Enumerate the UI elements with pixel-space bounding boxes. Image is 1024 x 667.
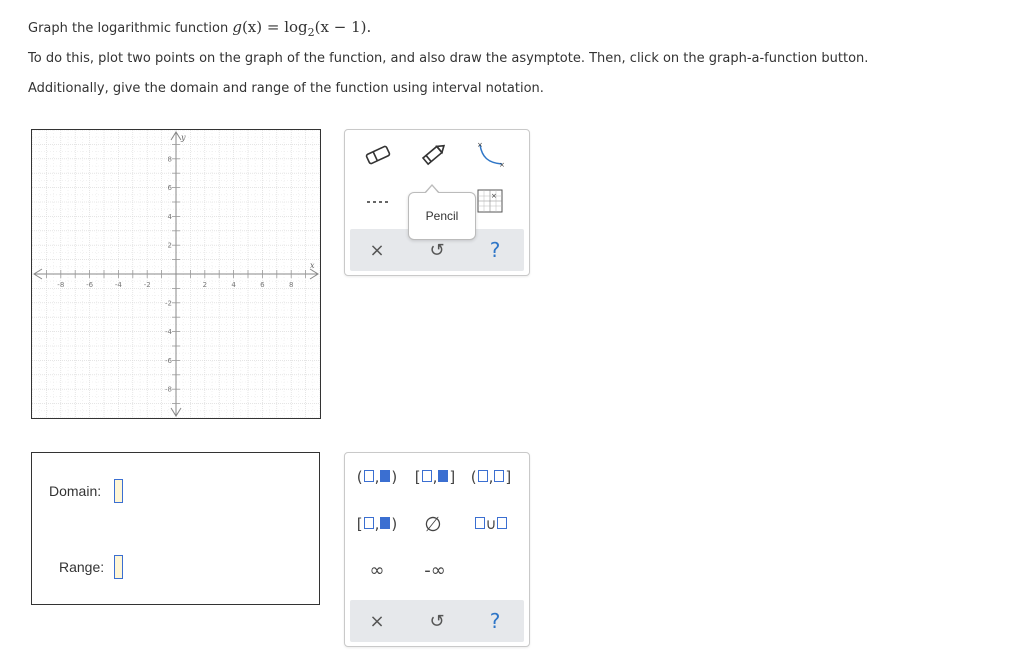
y-axis-label: y: [181, 133, 186, 142]
x-tick-label: 4: [231, 281, 236, 289]
question-line-2: To do this, plot two points on the graph of the function, and also draw the asymptote. Then, click on the graph-a-function button.: [28, 51, 869, 66]
x-axis-label: x: [310, 261, 315, 270]
closed-closed-interval-button[interactable]: [ , ]: [414, 468, 456, 486]
placeholder-box: [438, 470, 448, 482]
function-arg: (x): [241, 18, 263, 36]
placeholder-box: [494, 470, 504, 482]
union-button[interactable]: ∪: [467, 511, 515, 537]
open-closed-interval-button[interactable]: ( , ]: [470, 468, 512, 486]
coordinate-plane[interactable]: [32, 130, 320, 418]
y-tick-label: -4: [165, 328, 172, 337]
x-tick-label: 8: [288, 281, 294, 289]
function-equals: = log: [262, 18, 308, 36]
y-tick-label: -8: [165, 385, 172, 394]
placeholder-box: [497, 517, 507, 529]
y-tick-label: 8: [167, 155, 172, 164]
axes: [34, 132, 318, 416]
clear-graph-button[interactable]: ×: [369, 239, 385, 261]
domain-input[interactable]: [114, 479, 123, 503]
negative-infinity-button[interactable]: -∞: [424, 559, 446, 581]
placeholder-box: [364, 470, 374, 482]
placeholder-box: [380, 517, 390, 529]
function-expression: [232, 18, 372, 39]
undo-graph-button[interactable]: ↺: [429, 239, 445, 261]
domain-label: Domain:: [49, 483, 102, 499]
dashed-asymptote-icon: [365, 199, 391, 205]
range-input[interactable]: [114, 555, 123, 579]
svg-text:×: ×: [499, 161, 505, 169]
graph-canvas[interactable]: [31, 129, 321, 419]
y-tick-label: 2: [167, 241, 172, 250]
graph-a-function-button[interactable]: [473, 186, 507, 216]
eraser-button[interactable]: [361, 140, 395, 170]
svg-text:×: ×: [477, 141, 483, 149]
log-curve-icon: [474, 139, 506, 169]
placeholder-box: [475, 517, 485, 529]
pencil-icon: [419, 140, 449, 168]
question-prefix: Graph the logarithmic function: [28, 21, 233, 36]
x-tick-label: 2: [202, 281, 208, 289]
placeholder-box: [422, 470, 432, 482]
graph-help-button[interactable]: ?: [489, 238, 501, 262]
closed-open-interval-button[interactable]: [ , ): [356, 515, 398, 533]
pencil-button[interactable]: [417, 138, 451, 170]
svg-text:×: ×: [491, 192, 497, 200]
x-tick-label: -4: [114, 281, 122, 289]
log-base: 2: [307, 26, 315, 39]
question-line-3: Additionally, give the domain and range of the function using interval notation.: [28, 81, 544, 96]
empty-set-button[interactable]: ∅: [424, 512, 442, 536]
x-tick-label: -2: [143, 281, 151, 289]
range-label: Range:: [59, 559, 105, 575]
log-curve-button[interactable]: [473, 138, 507, 170]
placeholder-box: [364, 517, 374, 529]
placeholder-box: [478, 470, 488, 482]
infinity-button[interactable]: ∞: [369, 559, 385, 581]
question-line-1: [28, 18, 371, 39]
clear-interval-button[interactable]: ×: [369, 610, 385, 632]
graph-a-function-icon: [476, 188, 504, 214]
open-open-interval-button[interactable]: ( , ): [356, 468, 398, 486]
eraser-icon: [363, 144, 393, 166]
undo-interval-button[interactable]: ↺: [429, 610, 445, 632]
x-tick-label: -8: [57, 281, 65, 289]
function-name: g: [232, 18, 242, 36]
interval-help-button[interactable]: ?: [489, 609, 501, 633]
x-tick-label: -6: [86, 281, 94, 289]
log-argument: (x − 1).: [314, 18, 372, 36]
x-tick-label: 6: [260, 281, 265, 289]
interval-palette: [344, 452, 530, 647]
placeholder-box: [380, 470, 390, 482]
pencil-tooltip: Pencil: [408, 192, 476, 240]
y-tick-label: -2: [165, 299, 172, 308]
dashed-asymptote-button[interactable]: [361, 192, 395, 212]
answer-box: [31, 452, 320, 605]
y-tick-label: 4: [167, 212, 172, 221]
interval-footer: [350, 600, 524, 642]
tooltip-arrow-inner: [425, 186, 439, 194]
y-tick-label: -6: [165, 356, 172, 365]
y-tick-label: 6: [167, 184, 172, 193]
